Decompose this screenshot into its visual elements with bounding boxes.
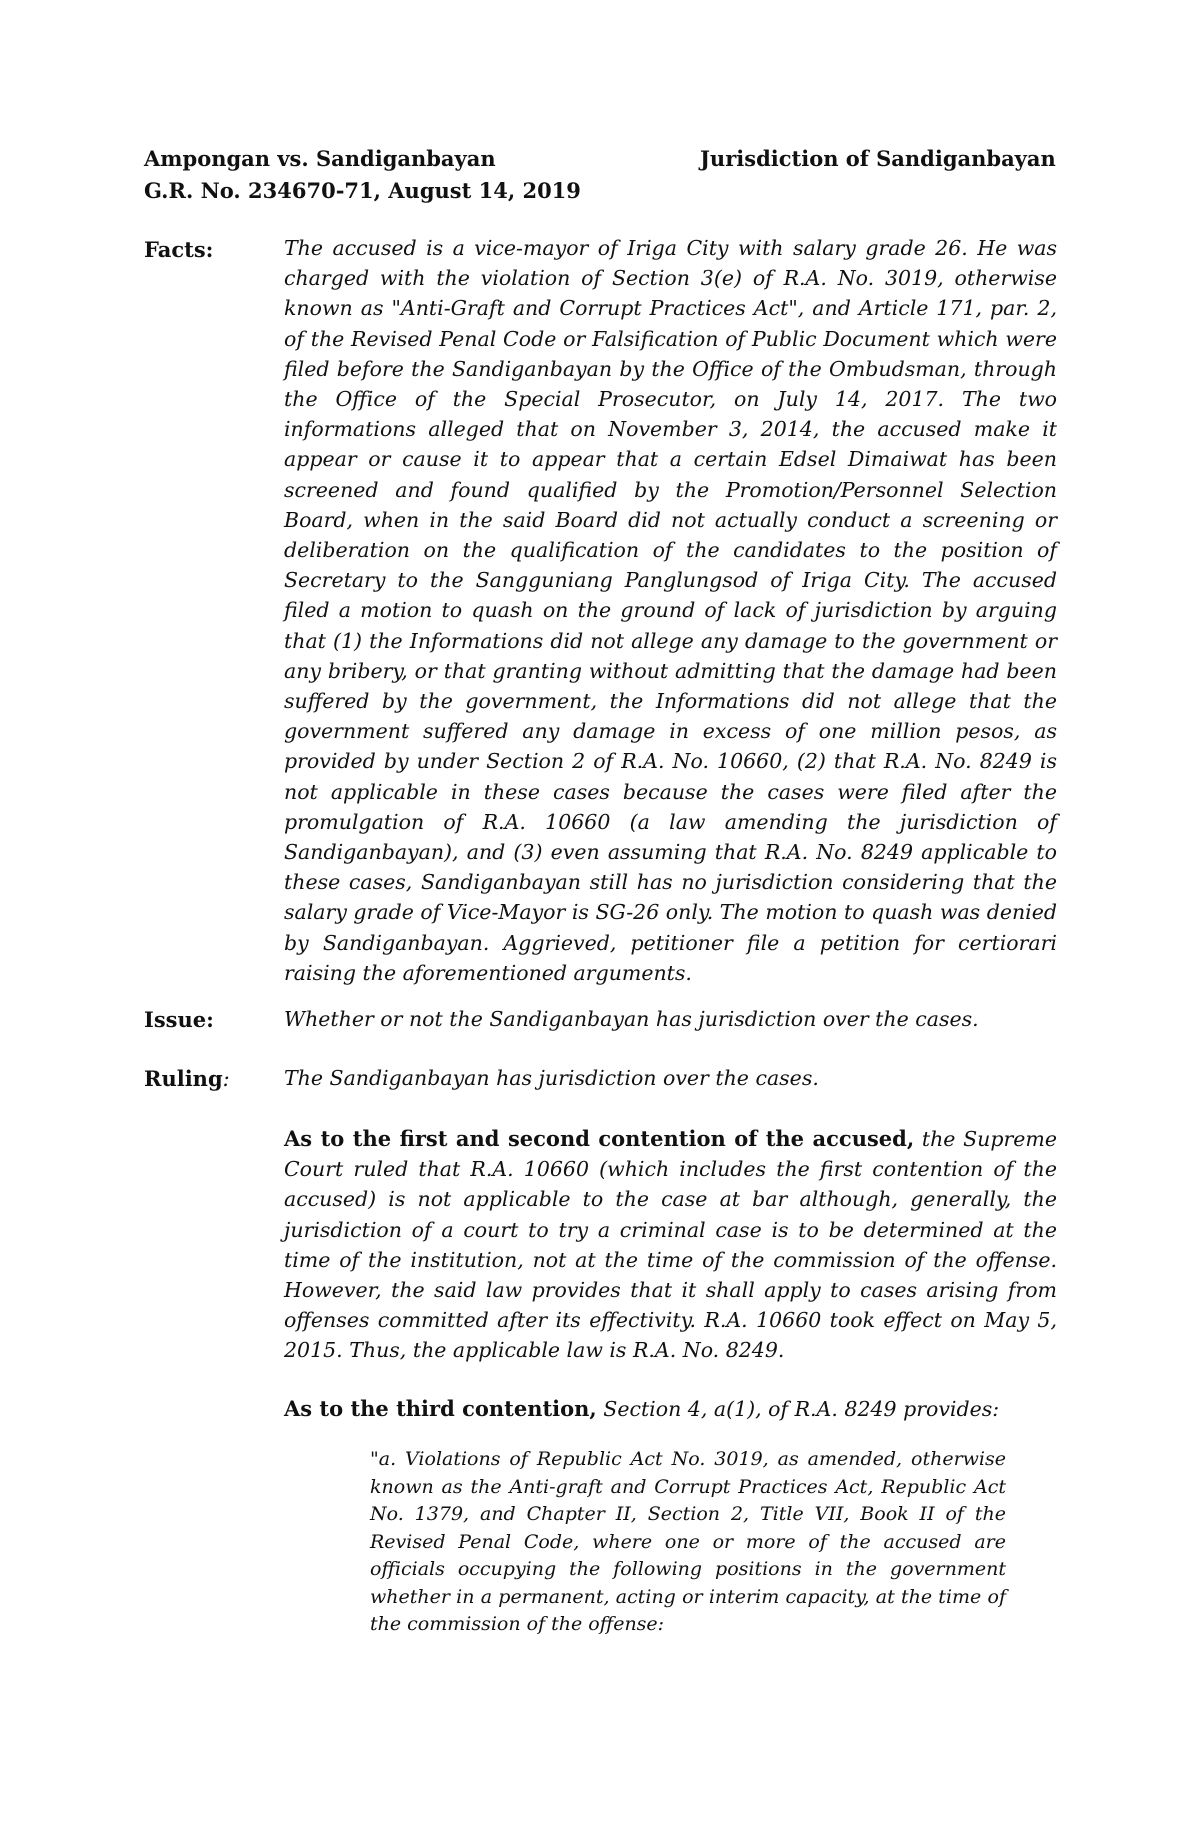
third-contention-lead: As to the third contention, — [284, 1396, 597, 1421]
case-number: G.R. No. 234670-71, August 14, 2019 — [144, 178, 581, 203]
case-title: Ampongan vs. Sandiganbayan — [144, 146, 496, 171]
facts-label: Facts: — [144, 237, 214, 262]
ruling-label-text: Ruling — [144, 1066, 223, 1091]
first-contention-text: the Supreme Court ruled that R.A. 10660 (which includes the first contention of the accused) is not applicable to the case at bar although, generally, the jurisdiction of a court to try a criminal case is to be determined at the time of the institution, not at the time of the commission of the offense. However, the said law provides that it shall apply to cases arising from offenses committed after its effectivity. R.A. 10660 took effect on May 5, 2015. Thus, the applicable law is R.A. No. 8249. — [284, 1127, 1057, 1363]
ruling-text: The Sandiganbayan has jurisdiction over the cases. — [284, 1066, 819, 1090]
facts-text: The accused is a vice-mayor of Iriga City with salary grade 26. He was charged with the violation of Section 3(e) of R.A. No. 3019, otherwise known as "Anti-Graft and Corrupt Practices Act", and Article 171, par. 2, of the Revised Penal Code or Falsification of Public Document which were filed before the Sandiganbayan by the Office of the Ombudsman, through the Office of the Special Prosecutor, on July 14, 2017. The two informations alleged that on November 3, 2014, the accused make it appear or cause it to appear that a certain Edsel Dimaiwat has been screened and found qualified by the Promotion/Personnel Selection Board, when in the said Board did not actually conduct a screening or deliberation on the qualification of the candidates to the position of Secretary to the Sangguniang Panglungsod of Iriga City. The accused filed a motion to quash on the ground of lack of jurisdiction by arguing that (1) the Informations did not allege any damage to the government or any bribery, or that granting without admitting that the damage had been suffered by the government, the Informations did not allege that the government suffered any damage in excess of one million pesos, as provided by under Section 2 of R.A. No. 10660, (2) that R.A. No. 8249 is not applicable in these cases because the cases were filed after the promulgation of R.A. 10660 (a law amending the jurisdiction of Sandiganbayan), and (3) even assuming that R.A. No. 8249 applicable to these cases, Sandiganbayan still has no jurisdiction considering that the salary grade of Vice-Mayor is SG-26 only. The motion to quash was denied by Sandiganbayan. Aggrieved, petitioner file a petition for certiorari raising the aforementioned arguments. — [284, 236, 1057, 985]
statute-quote: "a. Violations of Republic Act No. 3019, as amended, otherwise known as the Anti-graft and Corrupt Practices Act, Republic Act No. 1379, and Chapter II, Section 2, Title VII, Book II of the Revised Penal Code, where one or more of the accused are officials occupying the following positions in the government whether in a permanent, acting or interim capacity, at the time of the commission of the offense: — [370, 1448, 1006, 1635]
issue-label: Issue: — [144, 1007, 214, 1032]
first-contention-paragraph — [284, 1124, 1057, 1366]
topic-heading: Jurisdiction of Sandiganbayan — [700, 146, 1056, 171]
ruling-label-colon: : — [222, 1067, 230, 1091]
first-contention-lead: As to the first and second contention of the accused, — [284, 1126, 915, 1151]
ruling-label — [144, 1066, 230, 1091]
third-contention-paragraph — [284, 1394, 1057, 1424]
third-contention-text: Section 4, a(1), of R.A. 8249 provides: — [603, 1397, 1000, 1421]
case-header — [144, 143, 581, 207]
issue-text: Whether or not the Sandiganbayan has jurisdiction over the cases. — [284, 1007, 979, 1031]
